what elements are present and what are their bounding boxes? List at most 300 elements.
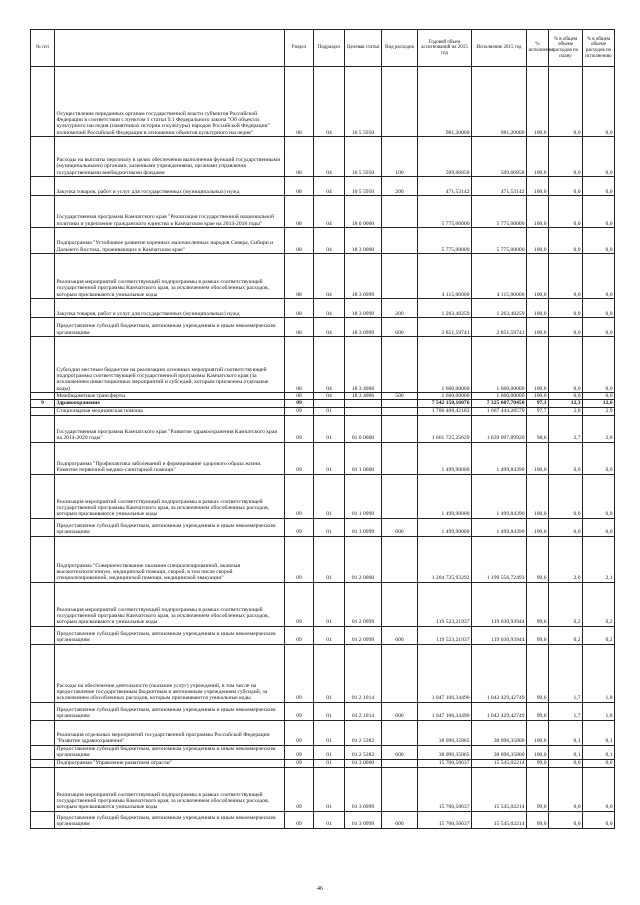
row-share-actual: 0,0	[583, 177, 615, 196]
row-name: Закупка товаров, работ и услуг для государственных (муниципальных) нужд	[55, 299, 285, 318]
row-expense-type	[382, 759, 418, 767]
row-expense-type	[382, 415, 418, 442]
header-subsection: Подраздел	[314, 30, 345, 67]
row-share-plan: 0,0	[549, 474, 583, 518]
row-name: Предоставление субсидий бюджетным, автономным учреждениям и иным некоммерческим организациям	[55, 518, 285, 536]
row-subsection: 04	[314, 337, 345, 393]
row-pct-exec: 100,0	[527, 228, 549, 254]
row-section: 08	[285, 393, 314, 400]
row-name: Расходы на выплаты персоналу в целях обеспечения выполнения функций государственными (муниципальными) органами, казенными учреждениями, органами управления государственными внебюджетными фондами	[55, 137, 285, 177]
row-subsection: 01	[314, 536, 345, 582]
row-actual: 1 042 429,42749	[472, 644, 527, 702]
row-actual: 1 499,84390	[472, 474, 527, 518]
table-row	[31, 393, 615, 400]
row-num	[31, 811, 55, 828]
row-num	[31, 67, 55, 137]
row-name: Государственная программа Камчатского края "Развитие здравоохранения Камчатского края на 2014-2020 годы"	[55, 415, 285, 442]
row-num	[31, 474, 55, 518]
row-pct-exec: 98,6	[527, 415, 549, 442]
row-plan: 119 523,21937	[418, 626, 472, 644]
row-target: 18 0 0000	[345, 196, 382, 228]
row-subsection: 01	[314, 767, 345, 811]
row-target	[345, 407, 382, 415]
header-num: № п/п	[31, 30, 55, 67]
table-row	[31, 767, 615, 811]
row-subsection: 01	[314, 518, 345, 536]
row-share-actual: 0,0	[583, 759, 615, 767]
row-plan: 1 661 725,25629	[418, 415, 472, 442]
row-section: 09	[285, 536, 314, 582]
row-expense-type: 600	[382, 318, 418, 337]
row-subsection: 04	[314, 177, 345, 196]
row-plan: 471,53142	[418, 177, 472, 196]
row-share-actual: 2,8	[583, 415, 615, 442]
row-subsection: 01	[314, 644, 345, 702]
row-expense-type: 600	[382, 745, 418, 759]
row-pct-exec: 100,0	[527, 254, 549, 299]
row-share-plan: 0,0	[549, 137, 583, 177]
row-share-actual: 0,2	[583, 626, 615, 644]
row-subsection: 01	[314, 442, 345, 474]
table-row	[31, 745, 615, 759]
row-name: Закупка товаров, работ и услуг для государственных (муниципальных) нужд	[55, 177, 285, 196]
row-name: Реализация мероприятий соответствующей подпрограммы в рамках соответствующей государственной программы Камчатского края, за исключением обособленных расходов, которым присваиваются уникальные коды	[55, 254, 285, 299]
row-expense-type	[382, 196, 418, 228]
row-name: Реализация мероприятий соответствующей подпрограммы в рамках соответствующей государственной программы Камчатского края, за исключением обособленных расходов, которым присваиваются уникальные коды	[55, 767, 285, 811]
row-pct-exec: 99,6	[527, 536, 549, 582]
page-number: 46	[317, 886, 323, 892]
row-num	[31, 393, 55, 400]
row-section: 08	[285, 318, 314, 337]
row-expense-type	[382, 536, 418, 582]
row-share-plan: 0,1	[549, 745, 583, 759]
row-target: 01 2 1014	[345, 644, 382, 702]
row-expense-type	[382, 582, 418, 626]
row-share-actual: 2,9	[583, 407, 615, 415]
row-num	[31, 442, 55, 474]
row-target: 01 2 0000	[345, 536, 382, 582]
row-target: 01 2 5382	[345, 720, 382, 745]
row-num	[31, 702, 55, 720]
row-section: 08	[285, 337, 314, 393]
row-expense-type	[382, 644, 418, 702]
row-pct-exec: 97,7	[527, 407, 549, 415]
row-actual: 1 263,40259	[472, 299, 527, 318]
row-share-actual: 0,0	[583, 228, 615, 254]
row-target: 01 1 0999	[345, 474, 382, 518]
row-plan: 1 047 106,34490	[418, 702, 472, 720]
header-pct-exec: % исполнения	[527, 30, 549, 67]
row-share-actual: 0,0	[583, 474, 615, 518]
row-plan: 1 660,00000	[418, 393, 472, 400]
row-share-actual: 0,0	[583, 67, 615, 137]
row-subsection: 01	[314, 720, 345, 745]
table-row	[31, 318, 615, 337]
row-pct-exec: 99,0	[527, 759, 549, 767]
row-section: 09	[285, 767, 314, 811]
row-share-actual: 0,0	[583, 254, 615, 299]
row-name: Государственная программа Камчатского края "Реализация государственной национальной политики и укрепление гражданского единства в Камчатском крае на 2014-2018 годы"	[55, 196, 285, 228]
row-expense-type	[382, 228, 418, 254]
row-target: 18 3 0000	[345, 228, 382, 254]
row-pct-exec: 100,0	[527, 299, 549, 318]
row-name: Подпрограмма "Профилактика заболеваний и формирование здорового образа жизни. Развитие первичной медико-санитарной помощи"	[55, 442, 285, 474]
row-pct-exec: 99,6	[527, 702, 549, 720]
row-section: 09	[285, 745, 314, 759]
row-target: 18 3 0999	[345, 318, 382, 337]
header-section: Раздел	[285, 30, 314, 67]
row-share-plan: 1,7	[549, 702, 583, 720]
table-row	[31, 400, 615, 407]
row-pct-exec: 100,0	[527, 196, 549, 228]
table-row	[31, 299, 615, 318]
row-num	[31, 407, 55, 415]
row-num	[31, 337, 55, 393]
row-share-actual: 1,8	[583, 702, 615, 720]
row-plan: 38 096,35865	[418, 720, 472, 745]
table-row	[31, 177, 615, 196]
row-plan: 1 204 725,93292	[418, 536, 472, 582]
header-target: Целевая статья	[345, 30, 382, 67]
table-row	[31, 442, 615, 474]
header-pct-total-volume: % в общем объеме расходов по плану	[549, 30, 583, 67]
row-share-plan: 0,0	[549, 254, 583, 299]
row-actual: 1 499,84390	[472, 442, 527, 474]
row-target: 01 0 0000	[345, 415, 382, 442]
row-share-plan: 0,0	[549, 442, 583, 474]
row-section: 08	[285, 67, 314, 137]
row-actual: 1 499,84390	[472, 518, 527, 536]
row-name: Реализация отдельных мероприятий государственной программы Российской Федерации "Развитие здравоохранения"	[55, 720, 285, 745]
row-target: 10 5 5950	[345, 67, 382, 137]
row-share-actual: 0,0	[583, 196, 615, 228]
table-header-row	[31, 30, 615, 67]
row-target: 01 2 0999	[345, 582, 382, 626]
row-name: Предоставление субсидий бюджетным, автономным учреждениям и иным некоммерческим организациям	[55, 318, 285, 337]
row-plan: 5 775,00000	[418, 196, 472, 228]
table-row	[31, 407, 615, 415]
row-subsection: 01	[314, 474, 345, 518]
row-name: Предоставление субсидий бюджетным, автономным учреждениям и иным некоммерческим организациям	[55, 702, 285, 720]
row-share-plan: 0,0	[549, 318, 583, 337]
row-subsection: 01	[314, 759, 345, 767]
row-section: 09	[285, 626, 314, 644]
table-row	[31, 137, 615, 177]
row-share-actual: 12,6	[583, 400, 615, 407]
budget-execution-table	[30, 29, 615, 829]
row-expense-type: 600	[382, 702, 418, 720]
row-subsection: 04	[314, 393, 345, 400]
row-section: 09	[285, 811, 314, 828]
header-expense-type: Вид расходов	[382, 30, 418, 67]
row-share-actual: 0,1	[583, 720, 615, 745]
row-share-plan: 0,0	[549, 228, 583, 254]
row-share-plan: 2,0	[549, 536, 583, 582]
row-expense-type	[382, 474, 418, 518]
header-actual: Исполнение 2015 год	[472, 30, 527, 67]
row-pct-exec: 99,0	[527, 811, 549, 828]
row-name: Осуществление переданных органам государственной власти субъектов Российской Федерации в соответствии с пунктом 1 статьи 9.1 Федерального закона "Об объектах культурного наследия (памятниках истории и культуры) народов Российской Федерации" полномочий Российской Федерации в отношении объектов культурного наследия"	[55, 67, 285, 137]
table-row	[31, 702, 615, 720]
row-expense-type: 600	[382, 811, 418, 828]
row-section: 09	[285, 582, 314, 626]
row-expense-type	[382, 407, 418, 415]
row-target: 01 2 0999	[345, 626, 382, 644]
row-num	[31, 254, 55, 299]
row-actual: 4 115,00000	[472, 254, 527, 299]
row-section: 09	[285, 407, 314, 415]
row-pct-exec: 100,0	[527, 337, 549, 393]
row-expense-type	[382, 337, 418, 393]
row-share-actual: 0,0	[583, 299, 615, 318]
row-section: 09	[285, 759, 314, 767]
table-row	[31, 415, 615, 442]
row-pct-exec: 97,1	[527, 400, 549, 407]
row-actual: 119 030,93944	[472, 626, 527, 644]
row-plan: 1 499,90000	[418, 518, 472, 536]
row-expense-type: 100	[382, 137, 418, 177]
table-row	[31, 67, 615, 137]
row-subsection: 01	[314, 407, 345, 415]
row-name: Межбюджетные трансферты	[55, 393, 285, 400]
row-target: 18 3 0999	[345, 254, 382, 299]
row-num	[31, 318, 55, 337]
row-share-actual: 0,1	[583, 745, 615, 759]
row-expense-type: 600	[382, 626, 418, 644]
row-pct-exec: 100,0	[527, 720, 549, 745]
row-expense-type	[382, 767, 418, 811]
row-name: Предоставление субсидий бюджетным, автономным учреждениям и иным некоммерческим организациям	[55, 811, 285, 828]
row-section: 09	[285, 400, 314, 407]
table-row	[31, 518, 615, 536]
row-share-actual: 0,2	[583, 582, 615, 626]
header-name	[55, 30, 285, 67]
row-pct-exec: 99,0	[527, 767, 549, 811]
row-section: 08	[285, 177, 314, 196]
row-actual: 1 660,00000	[472, 337, 527, 393]
row-share-plan: 2,8	[549, 407, 583, 415]
row-plan: 4 115,00000	[418, 254, 472, 299]
row-share-plan: 12,3	[549, 400, 583, 407]
row-pct-exec: 99,6	[527, 582, 549, 626]
row-actual: 509,66858	[472, 137, 527, 177]
row-pct-exec: 100,0	[527, 318, 549, 337]
row-subsection: 01	[314, 582, 345, 626]
row-share-plan: 0,0	[549, 759, 583, 767]
row-expense-type	[382, 67, 418, 137]
row-plan: 2 851,59741	[418, 318, 472, 337]
row-plan: 15 700,50637	[418, 759, 472, 767]
row-share-plan: 0,0	[549, 393, 583, 400]
row-plan: 15 700,50637	[418, 811, 472, 828]
row-num	[31, 644, 55, 702]
row-actual: 5 775,00000	[472, 228, 527, 254]
row-section: 08	[285, 228, 314, 254]
row-actual: 1 639 097,89920	[472, 415, 527, 442]
row-share-plan: 0,0	[549, 196, 583, 228]
row-plan: 15 700,50637	[418, 767, 472, 811]
row-actual: 38 096,35800	[472, 720, 527, 745]
table-row	[31, 626, 615, 644]
row-expense-type: 200	[382, 299, 418, 318]
row-name: Предоставление субсидий бюджетным, автономным учреждениям и иным некоммерческим организациям	[55, 626, 285, 644]
row-target: 01 2 5382	[345, 745, 382, 759]
row-share-actual: 0,0	[583, 518, 615, 536]
row-subsection: 01	[314, 626, 345, 644]
table-row	[31, 254, 615, 299]
row-target: 01 3 0000	[345, 759, 382, 767]
row-target: 01 3 0999	[345, 811, 382, 828]
row-target: 18 3 4006	[345, 393, 382, 400]
table-row	[31, 196, 615, 228]
row-plan: 981,20000	[418, 67, 472, 137]
table-row	[31, 720, 615, 745]
row-actual: 1 042 429,42749	[472, 702, 527, 720]
row-subsection: 01	[314, 745, 345, 759]
row-num	[31, 745, 55, 759]
row-num	[31, 536, 55, 582]
row-share-plan: 0,0	[549, 337, 583, 393]
row-actual: 1 667 444,28579	[472, 407, 527, 415]
row-share-actual: 0,0	[583, 767, 615, 811]
row-share-plan: 0,0	[549, 67, 583, 137]
row-share-plan: 0,2	[549, 626, 583, 644]
row-share-plan: 0,1	[549, 720, 583, 745]
row-name: Подпрограмма "Совершенствование оказания специализированной, включая высокотехнологичную, медицинской помощи, скорой, в том числе скорой специализированной, медицинской помощи, медицинской эвакуации"	[55, 536, 285, 582]
row-plan: 38 096,35865	[418, 745, 472, 759]
row-actual: 119 030,93944	[472, 582, 527, 626]
row-section: 09	[285, 415, 314, 442]
row-actual: 1 660,00000	[472, 393, 527, 400]
row-subsection: 04	[314, 254, 345, 299]
row-share-actual: 1,8	[583, 644, 615, 702]
row-section: 08	[285, 299, 314, 318]
row-num	[31, 228, 55, 254]
row-actual: 2 851,59741	[472, 318, 527, 337]
table-row	[31, 337, 615, 393]
row-share-actual: 0,0	[583, 811, 615, 828]
row-plan: 1 499,90000	[418, 442, 472, 474]
row-plan: 1 660,00000	[418, 337, 472, 393]
row-share-actual: 0,0	[583, 442, 615, 474]
row-expense-type	[382, 254, 418, 299]
row-num	[31, 518, 55, 536]
row-subsection: 04	[314, 299, 345, 318]
row-share-actual: 0,0	[583, 393, 615, 400]
table-row	[31, 644, 615, 702]
row-section: 09	[285, 702, 314, 720]
row-subsection: 04	[314, 196, 345, 228]
row-subsection: 04	[314, 228, 345, 254]
row-name: Стационарная медицинская помощь	[55, 407, 285, 415]
row-target: 10 5 5950	[345, 137, 382, 177]
row-plan: 5 775,00000	[418, 228, 472, 254]
row-pct-exec: 100,0	[527, 442, 549, 474]
row-subsection: 04	[314, 318, 345, 337]
row-share-actual: 0,0	[583, 318, 615, 337]
row-actual: 5 775,00000	[472, 196, 527, 228]
row-plan: 119 523,21937	[418, 582, 472, 626]
row-expense-type	[382, 400, 418, 407]
row-actual: 15 545,02214	[472, 811, 527, 828]
row-share-plan: 1,7	[549, 644, 583, 702]
row-pct-exec: 100,0	[527, 393, 549, 400]
row-name: Подпрограмма "Устойчивое развитие коренных малочисленных народов Севера, Сибири и Дальнего Востока, проживающих в Камчатском крае"	[55, 228, 285, 254]
row-plan: 1 499,90000	[418, 474, 472, 518]
row-name: Расходы на обеспечение деятельности (оказание услуг) учреждений, в том числе на предоставление государственным бюджетным и автономным учреждениям субсидий, за исключением обособленных расходов, которым присваиваются уникальные коды	[55, 644, 285, 702]
row-num	[31, 626, 55, 644]
row-share-plan: 0,0	[549, 518, 583, 536]
row-target: 10 5 5950	[345, 177, 382, 196]
row-pct-exec: 100,0	[527, 177, 549, 196]
row-share-plan: 0,2	[549, 582, 583, 626]
row-subsection: 04	[314, 137, 345, 177]
row-name: Субсидии местным бюджетам на реализацию основных мероприятий соответствующей подпрограммы соответствующей государственной программы Камчатского края (за исключением инвестиционных мероприятий и субсидий, которым присвоены отдельные коды)	[55, 337, 285, 393]
row-target: 18 3 4006	[345, 337, 382, 393]
table-row	[31, 536, 615, 582]
row-num	[31, 137, 55, 177]
row-target: 18 3 0999	[345, 299, 382, 318]
row-subsection: 01	[314, 702, 345, 720]
row-actual: 7 325 607,70450	[472, 400, 527, 407]
row-subsection: 01	[314, 415, 345, 442]
table-row	[31, 582, 615, 626]
row-section: 09	[285, 474, 314, 518]
row-num: 9	[31, 400, 55, 407]
row-target: 01 1 0000	[345, 442, 382, 474]
row-section: 08	[285, 137, 314, 177]
row-actual: 981,20000	[472, 67, 527, 137]
row-section: 08	[285, 196, 314, 228]
row-expense-type: 600	[382, 518, 418, 536]
row-actual: 15 545,02214	[472, 759, 527, 767]
table-row	[31, 759, 615, 767]
row-pct-exec: 100,0	[527, 745, 549, 759]
row-share-actual: 2,1	[583, 536, 615, 582]
row-target: 01 1 0999	[345, 518, 382, 536]
row-section: 09	[285, 644, 314, 702]
row-num	[31, 759, 55, 767]
row-plan: 7 542 150,16076	[418, 400, 472, 407]
row-section: 09	[285, 442, 314, 474]
row-plan: 1 263,40259	[418, 299, 472, 318]
table-row	[31, 228, 615, 254]
header-plan: Годовой объем ассигнований на 2015 год	[418, 30, 472, 67]
row-share-plan: 0,0	[549, 767, 583, 811]
row-pct-exec: 99,6	[527, 626, 549, 644]
row-expense-type: 500	[382, 393, 418, 400]
row-num	[31, 582, 55, 626]
row-pct-exec: 100,0	[527, 474, 549, 518]
row-num	[31, 196, 55, 228]
row-share-actual: 0,0	[583, 137, 615, 177]
row-pct-exec: 99,6	[527, 644, 549, 702]
row-actual: 471,53142	[472, 177, 527, 196]
row-subsection	[314, 400, 345, 407]
table-row	[31, 474, 615, 518]
row-section: 09	[285, 720, 314, 745]
row-actual: 1 199 556,72493	[472, 536, 527, 582]
row-share-plan: 0,0	[549, 299, 583, 318]
row-name: Реализация мероприятий соответствующей подпрограммы в рамках соответствующей государственной программы Камчатского края, за исключением обособленных расходов, которым присваиваются уникальные коды	[55, 474, 285, 518]
row-name: Подпрограмма "Управление развитием отрасли"	[55, 759, 285, 767]
row-subsection: 01	[314, 811, 345, 828]
row-name: Реализация мероприятий соответствующей подпрограммы в рамках соответствующей государственной программы Камчатского края, за исключением обособленных расходов, которым присваиваются уникальные коды	[55, 582, 285, 626]
row-num	[31, 720, 55, 745]
row-plan: 509,66858	[418, 137, 472, 177]
row-name: Предоставление субсидий бюджетным, автономным учреждениям и иным некоммерческим организациям	[55, 745, 285, 759]
row-num	[31, 299, 55, 318]
